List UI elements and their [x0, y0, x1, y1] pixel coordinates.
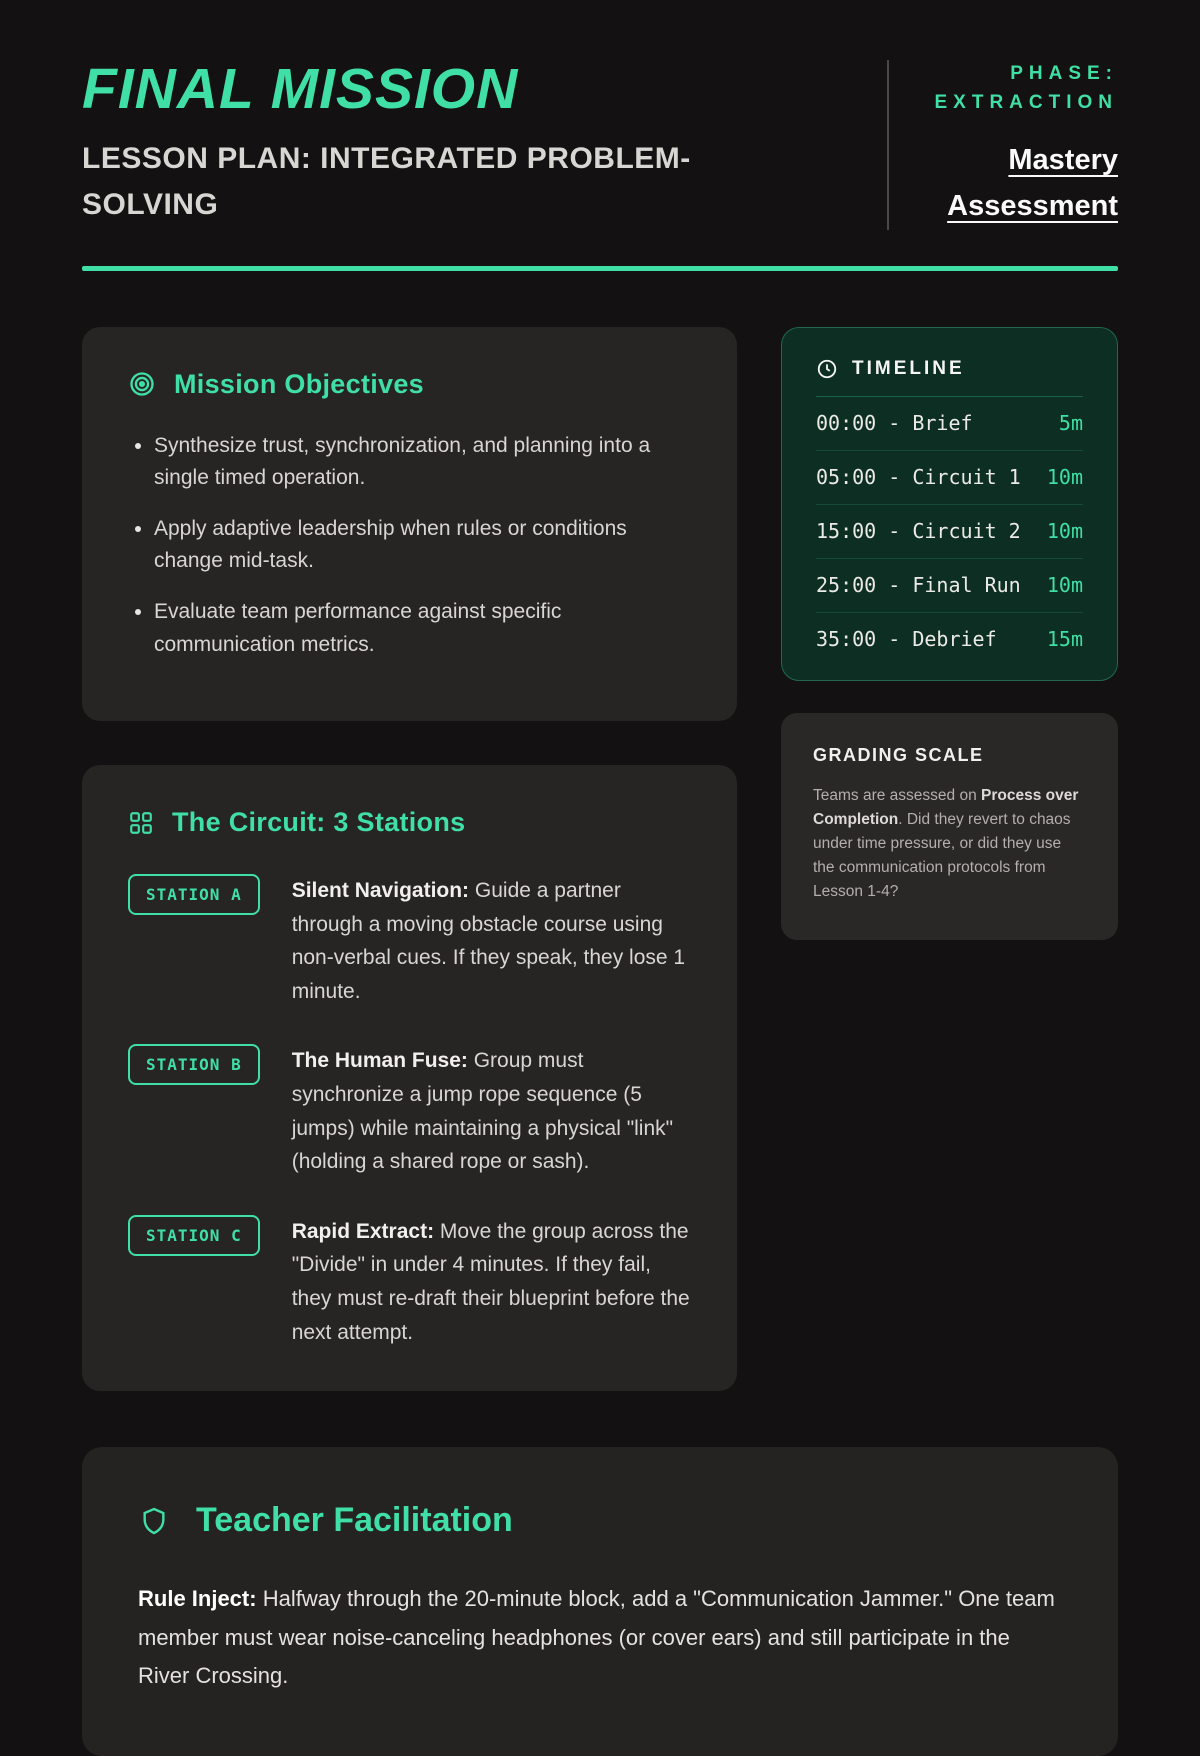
main-layout — [82, 327, 1118, 1391]
objective-item: • Synthesize trust, synchronization, and planning into a single timed operation. — [154, 430, 691, 495]
timeline-row — [816, 613, 1083, 666]
right-column — [781, 327, 1118, 940]
rule-inject-label: Rule Inject: — [138, 1586, 257, 1612]
grading-scale-title: GRADING SCALE — [813, 744, 984, 765]
timeline-time: 00:00 - Brief — [816, 410, 973, 435]
teacher-facilitation-card — [82, 1447, 1118, 1756]
mission-objectives-title: Mission Objectives — [174, 368, 424, 399]
page-subtitle: LESSON PLAN: INTEGRATED PROBLEM-SOLVING — [82, 141, 691, 222]
timeline-duration: 10m — [1046, 518, 1083, 543]
station-row — [128, 1044, 691, 1178]
station-c-name: Rapid Extract: — [291, 1219, 435, 1243]
station-b-description — [292, 1044, 691, 1178]
mission-objectives-header — [128, 369, 691, 400]
grading-scale-body — [813, 784, 1086, 904]
assessment-line-1[interactable]: Mastery — [1008, 144, 1118, 176]
timeline-time: 15:00 - Circuit 2 — [816, 518, 1021, 543]
facilitation-header — [138, 1501, 1062, 1540]
timeline-time: 35:00 - Debrief — [816, 626, 997, 651]
timeline-card — [781, 327, 1118, 681]
station-row — [128, 1215, 691, 1349]
phase-line-1: PHASE: — [1010, 63, 1118, 84]
header-vertical-divider — [887, 60, 889, 230]
station-a-badge: STATION A — [128, 874, 260, 915]
timeline-row — [816, 505, 1083, 559]
header-divider-rule — [82, 266, 1118, 271]
station-c-text: Move the group across the "Divide" in under 4 minutes. If they fail, they must re-draft their blueprint before the next attempt. — [291, 1219, 690, 1344]
facilitation-body — [138, 1580, 1062, 1696]
station-a-description — [292, 874, 691, 1008]
timeline-row — [816, 451, 1083, 505]
objective-item: • Apply adaptive leadership when rules or conditions change mid-task. — [154, 513, 691, 578]
station-c-badge: STATION C — [128, 1215, 260, 1256]
timeline-duration: 15m — [1046, 626, 1083, 651]
grading-scale-card — [781, 713, 1118, 940]
timeline-row — [816, 397, 1083, 451]
station-b-text: Group must synchronize a jump rope sequence (5 jumps) while maintaining a physical "link" (holding a shared rope or sash). — [291, 1049, 674, 1174]
timeline-title: TIMELINE — [852, 357, 965, 379]
phase-label — [935, 60, 1119, 117]
timeline-header — [816, 358, 1083, 397]
mission-objectives-card — [82, 327, 737, 721]
page-title: FINAL MISSION — [82, 57, 519, 121]
circuit-header — [128, 807, 691, 838]
clock-icon — [816, 358, 838, 380]
header-meta — [935, 60, 1119, 230]
circuit-title: The Circuit: 3 Stations — [172, 807, 466, 838]
grading-text-pre: Teams are assessed on — [813, 786, 982, 804]
facilitation-title: Teacher Facilitation — [196, 1501, 513, 1540]
shield-icon — [138, 1502, 170, 1540]
stations-list — [128, 874, 691, 1349]
assessment-line-2[interactable]: Assessment — [947, 190, 1118, 223]
mastery-assessment-link[interactable] — [935, 137, 1119, 230]
header — [82, 57, 1118, 230]
timeline-duration: 10m — [1046, 464, 1083, 489]
timeline-row — [816, 559, 1083, 613]
timeline-duration: 10m — [1046, 572, 1083, 597]
grid-icon — [128, 810, 154, 836]
timeline-time: 25:00 - Final Run — [816, 572, 1021, 597]
phase-line-2: EXTRACTION — [934, 91, 1118, 113]
header-left — [82, 57, 742, 230]
objective-item: • Evaluate team performance against specific communication metrics. — [154, 596, 691, 661]
left-column — [82, 327, 737, 1391]
station-b-badge: STATION B — [128, 1044, 260, 1085]
timeline-time: 05:00 - Circuit 1 — [816, 464, 1021, 489]
objectives-list — [154, 430, 691, 661]
station-b-name: The Human Fuse: — [291, 1049, 468, 1073]
grading-text-post: . Did they revert to chaos under time pressure, or did they use the communication protocols from Lesson 1-4? — [813, 810, 1071, 900]
station-a-text: Guide a partner through a moving obstacle course using non-verbal cues. If they speak, they lose 1 minute. — [291, 879, 686, 1003]
rule-inject-text: Halfway through the 20-minute block, add a "Communication Jammer." One team member must wear noise-canceling headphones (or cover ears) and still participate in the River Crossing. — [138, 1586, 1055, 1689]
bullseye-icon — [128, 370, 156, 398]
timeline-duration: 5m — [1058, 410, 1083, 435]
station-row — [128, 874, 691, 1008]
station-a-name: Silent Navigation: — [291, 879, 470, 903]
station-c-description — [292, 1215, 691, 1349]
header-right — [887, 60, 1119, 230]
grading-text-bold: Process over Completion — [813, 786, 1079, 828]
circuit-card — [82, 765, 737, 1391]
